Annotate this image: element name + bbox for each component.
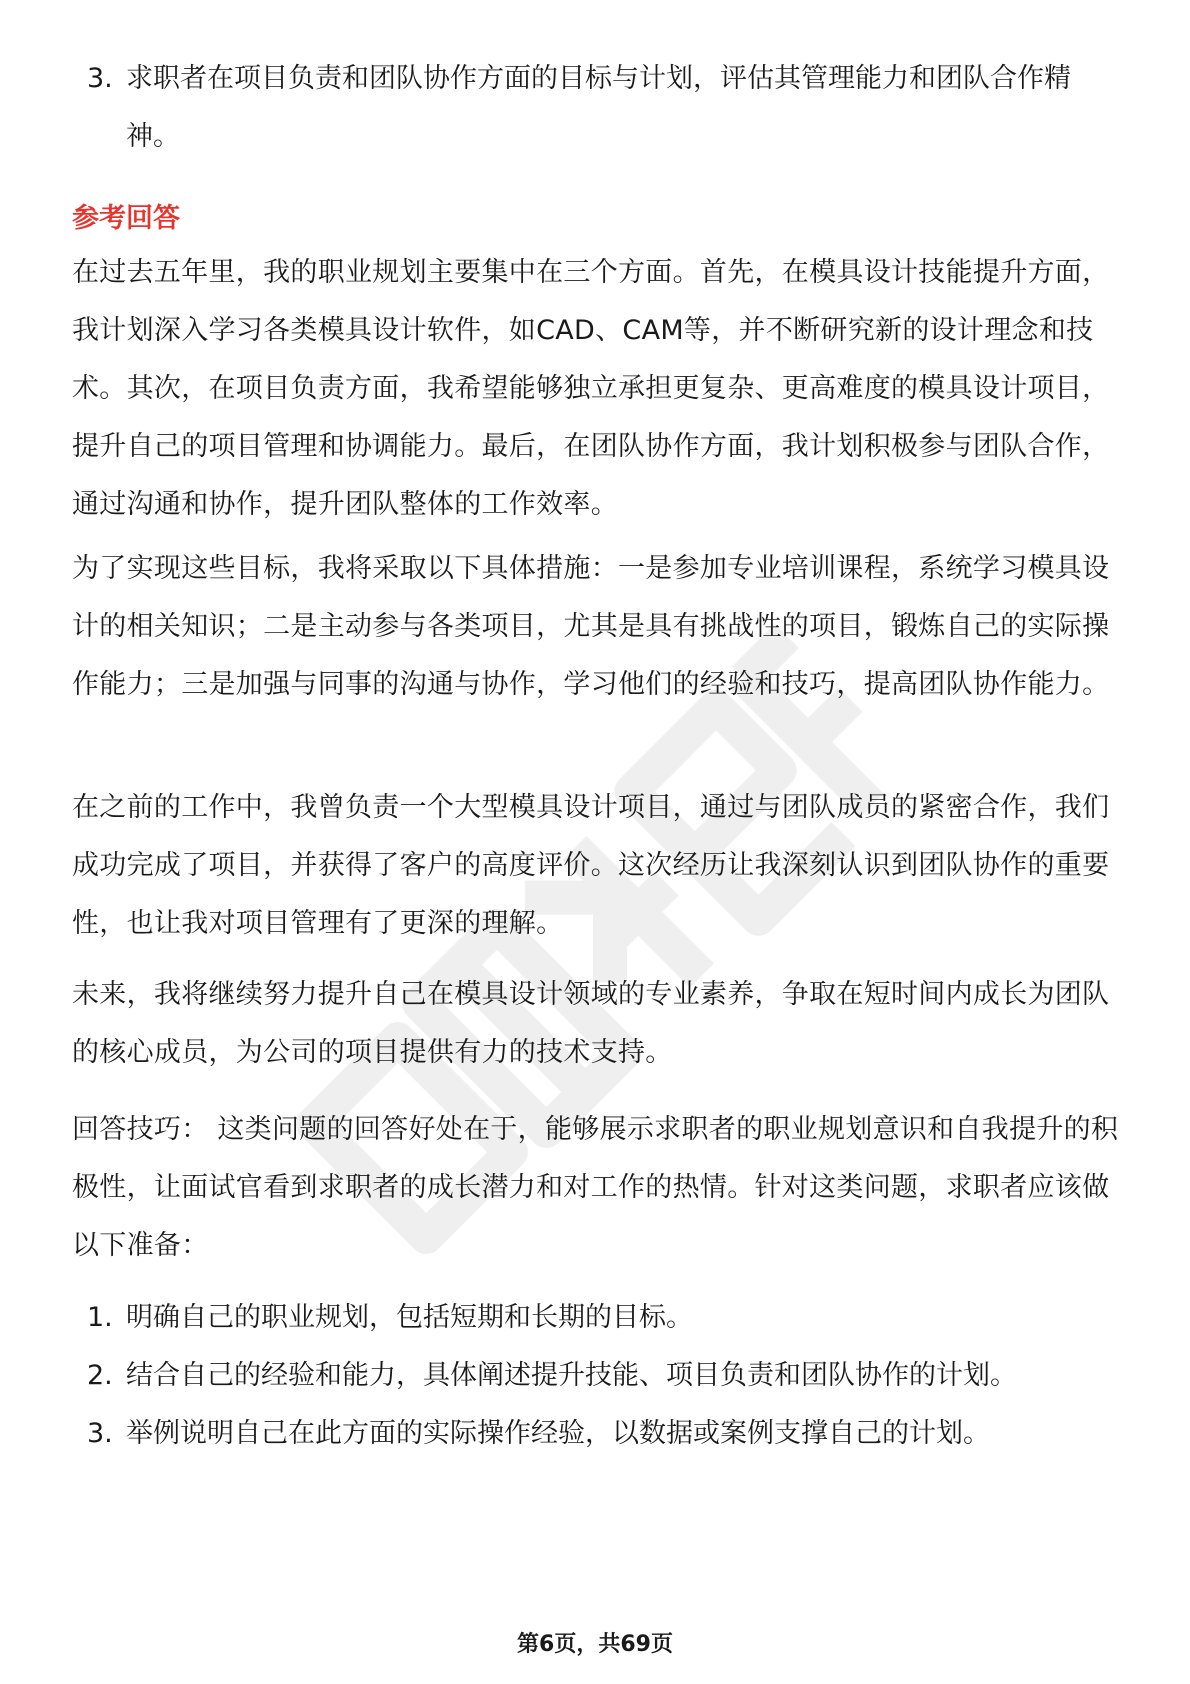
list-number: 2.	[87, 1360, 113, 1391]
list-text: 结合自己的经验和能力，具体阐述提升技能、项目负责和团队协作的计划。	[126, 1360, 1017, 1391]
list-item	[72, 1347, 1122, 1405]
list-text: 举例说明自己在此方面的实际操作经验，以数据或案例支撑自己的计划。	[126, 1418, 990, 1449]
list-number: 1.	[87, 1302, 113, 1333]
list-item	[72, 1405, 1122, 1463]
tips-list	[72, 1289, 1122, 1463]
answer-paragraph: 在之前的工作中，我曾负责一个大型模具设计项目，通过与团队成员的紧密合作，我们成功完成了项目，并获得了客户的高度评价。这次经历让我深刻认识到团队协作的重要性，也让我对项目管理有了更深的理解。	[72, 792, 1110, 939]
list-text: 求职者在项目负责和团队协作方面的目标与计划，评估其管理能力和团队合作精神。	[126, 63, 1071, 152]
list-text: 明确自己的职业规划，包括短期和长期的目标。	[126, 1302, 693, 1333]
answer-tips-paragraph: 回答技巧： 这类问题的回答好处在于，能够展示求职者的职业规划意识和自我提升的积极性，让面试官看到求职者的成长潜力和对工作的热情。针对这类问题，求职者应该做以下准备：	[72, 1114, 1119, 1261]
list-number: 3.	[87, 1418, 113, 1449]
answer-paragraph: 为了实现这些目标，我将采取以下具体措施：一是参加专业培训课程，系统学习模具设计的相关知识；二是主动参与各类项目，尤其是具有挑战性的项目，锻炼自己的实际操作能力；三是加强与同事的沟通与协作，学习他们的经验和技巧，提高团队协作能力。	[72, 553, 1110, 700]
answer-paragraph: 未来，我将继续努力提升自己在模具设计领域的专业素养，争取在短时间内成长为团队的核心成员，为公司的项目提供有力的技术支持。	[72, 979, 1110, 1068]
answer-heading: 参考回答	[72, 203, 180, 234]
list-item	[72, 50, 1122, 166]
requirements-list	[72, 50, 1122, 166]
answer-paragraph: 在过去五年里，我的职业规划主要集中在三个方面。首先，在模具设计技能提升方面，我计划深入学习各类模具设计软件，如CAD、CAM等，并不断研究新的设计理念和技术。其次，在项目负责方面，我希望能够独立承担更复杂、更高难度的模具设计项目，提升自己的项目管理和协调能力。最后，在团队协作方面，我计划积极参与团队合作，通过沟通和协作，提升团队整体的工作效率。	[72, 257, 1110, 520]
list-item	[72, 1289, 1122, 1347]
list-number: 3.	[87, 63, 113, 94]
page-footer: 第6页，共69页	[517, 1632, 673, 1657]
